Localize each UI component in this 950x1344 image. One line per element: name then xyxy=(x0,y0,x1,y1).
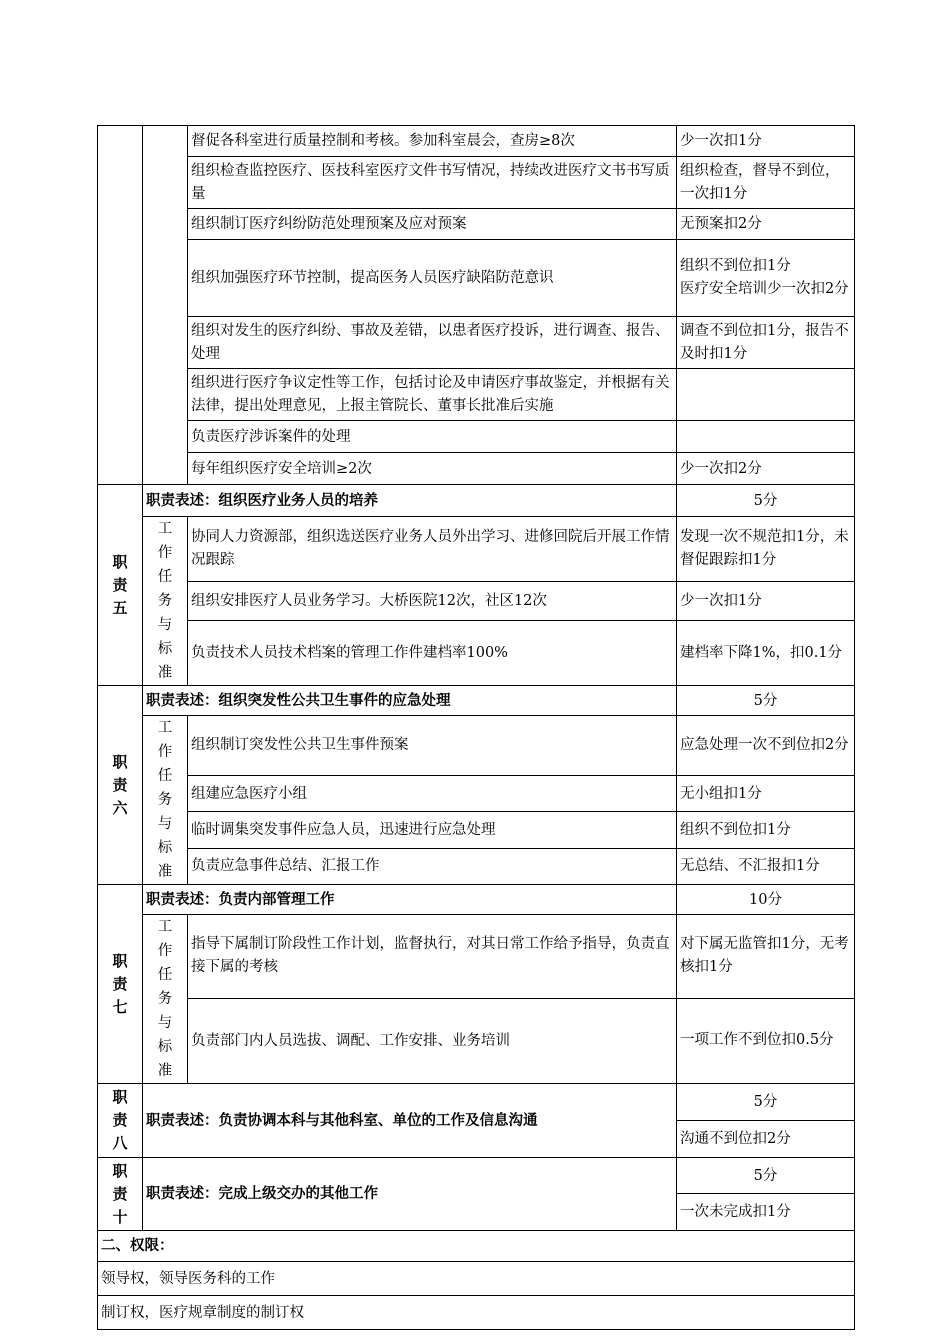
task-cell: 负责医疗涉诉案件的处理 xyxy=(188,421,677,453)
duty-number-cell: 职 责 五 xyxy=(98,485,143,686)
task-label-cell-continued xyxy=(143,126,188,485)
duty-evaluation-table xyxy=(97,125,855,1330)
score-cell: 发现一次不规范扣1分，未督促跟踪扣1分 xyxy=(677,517,855,582)
task-cell: 负责部门内人员选拔、调配、工作安排、业务培训 xyxy=(188,998,677,1083)
authority-item: 制订权，医疗规章制度的制订权 xyxy=(98,1296,855,1330)
duty-points: 5分 xyxy=(677,1084,855,1121)
duty-points: 5分 xyxy=(677,485,855,517)
score-cell: 组织不到位扣1分 医疗安全培训少一次扣2分 xyxy=(677,240,855,317)
task-label-cell: 工 作 任 务 与 标 准 xyxy=(143,716,188,885)
score-cell: 建档率下降1%，扣0.1分 xyxy=(677,621,855,686)
duty-number-cell: 职 责 六 xyxy=(98,686,143,885)
duty-number-cell-continued xyxy=(98,126,143,485)
score-cell: 应急处理一次不到位扣2分 xyxy=(677,716,855,776)
task-cell: 组织安排医疗人员业务学习。大桥医院12次，社区12次 xyxy=(188,582,677,621)
task-cell: 每年组织医疗安全培训≥2次 xyxy=(188,453,677,485)
duty-number-cell: 职 责 十 xyxy=(98,1158,143,1231)
duty-statement: 职责表述：负责内部管理工作 xyxy=(143,885,677,915)
score-cell: 无预案扣2分 xyxy=(677,209,855,240)
task-label-cell: 工 作 任 务 与 标 准 xyxy=(143,915,188,1084)
duty-statement: 职责表述：组织突发性公共卫生事件的应急处理 xyxy=(143,686,677,716)
task-cell: 组织加强医疗环节控制，提高医务人员医疗缺陷防范意识 xyxy=(188,240,677,317)
score-cell: 一项工作不到位扣0.5分 xyxy=(677,998,855,1083)
task-cell: 负责技术人员技术档案的管理工作件建档率100% xyxy=(188,621,677,686)
duty-points: 5分 xyxy=(677,1158,855,1194)
authority-item: 领导权，领导医务科的工作 xyxy=(98,1262,855,1296)
score-cell: 少一次扣2分 xyxy=(677,453,855,485)
score-cell: 沟通不到位扣2分 xyxy=(677,1121,855,1158)
task-cell: 临时调集突发事件应急人员，迅速进行应急处理 xyxy=(188,812,677,848)
duty-points: 10分 xyxy=(677,885,855,915)
score-cell: 无总结、不汇报扣1分 xyxy=(677,848,855,884)
duty-statement: 职责表述：完成上级交办的其他工作 xyxy=(143,1158,677,1231)
duty-number-cell: 职 责 七 xyxy=(98,885,143,1084)
score-cell: 一次未完成扣1分 xyxy=(677,1194,855,1231)
task-cell: 组织对发生的医疗纠纷、事故及差错，以患者医疗投诉，进行调查、报告、处理 xyxy=(188,317,677,369)
score-cell: 组织不到位扣1分 xyxy=(677,812,855,848)
task-cell: 督促各科室进行质量控制和考核。参加科室晨会，查房≥8次 xyxy=(188,126,677,157)
task-cell: 组织检查监控医疗、医技科室医疗文件书写情况，持续改进医疗文书书写质量 xyxy=(188,157,677,209)
score-cell: 少一次扣1分 xyxy=(677,582,855,621)
score-cell: 无小组扣1分 xyxy=(677,775,855,811)
score-cell: 少一次扣1分 xyxy=(677,126,855,157)
score-cell xyxy=(677,369,855,421)
task-cell: 组建应急医疗小组 xyxy=(188,775,677,811)
duty-number-cell: 职 责 八 xyxy=(98,1084,143,1158)
task-label-cell: 工 作 任 务 与 标 准 xyxy=(143,517,188,686)
task-cell: 指导下属制订阶段性工作计划，监督执行，对其日常工作给予指导，负责直接下属的考核 xyxy=(188,915,677,999)
task-cell: 协同人力资源部，组织选送医疗业务人员外出学习、进修回院后开展工作情况跟踪 xyxy=(188,517,677,582)
task-cell: 组织进行医疗争议定性等工作，包括讨论及申请医疗事故鉴定，并根据有关法律，提出处理意见，上报主管院长、董事长批准后实施 xyxy=(188,369,677,421)
score-cell: 对下属无监管扣1分，无考核扣1分 xyxy=(677,915,855,999)
task-cell: 负责应急事件总结、汇报工作 xyxy=(188,848,677,884)
score-cell: 组织检查，督导不到位，一次扣1分 xyxy=(677,157,855,209)
task-cell: 组织制订突发性公共卫生事件预案 xyxy=(188,716,677,776)
score-cell xyxy=(677,421,855,453)
task-cell: 组织制订医疗纠纷防范处理预案及应对预案 xyxy=(188,209,677,240)
duty-statement: 职责表述：组织医疗业务人员的培养 xyxy=(143,485,677,517)
duty-statement: 职责表述：负责协调本科与其他科室、单位的工作及信息沟通 xyxy=(143,1084,677,1158)
score-cell: 调查不到位扣1分，报告不及时扣1分 xyxy=(677,317,855,369)
section-2-title: 二、权限： xyxy=(98,1231,855,1262)
duty-points: 5分 xyxy=(677,686,855,716)
